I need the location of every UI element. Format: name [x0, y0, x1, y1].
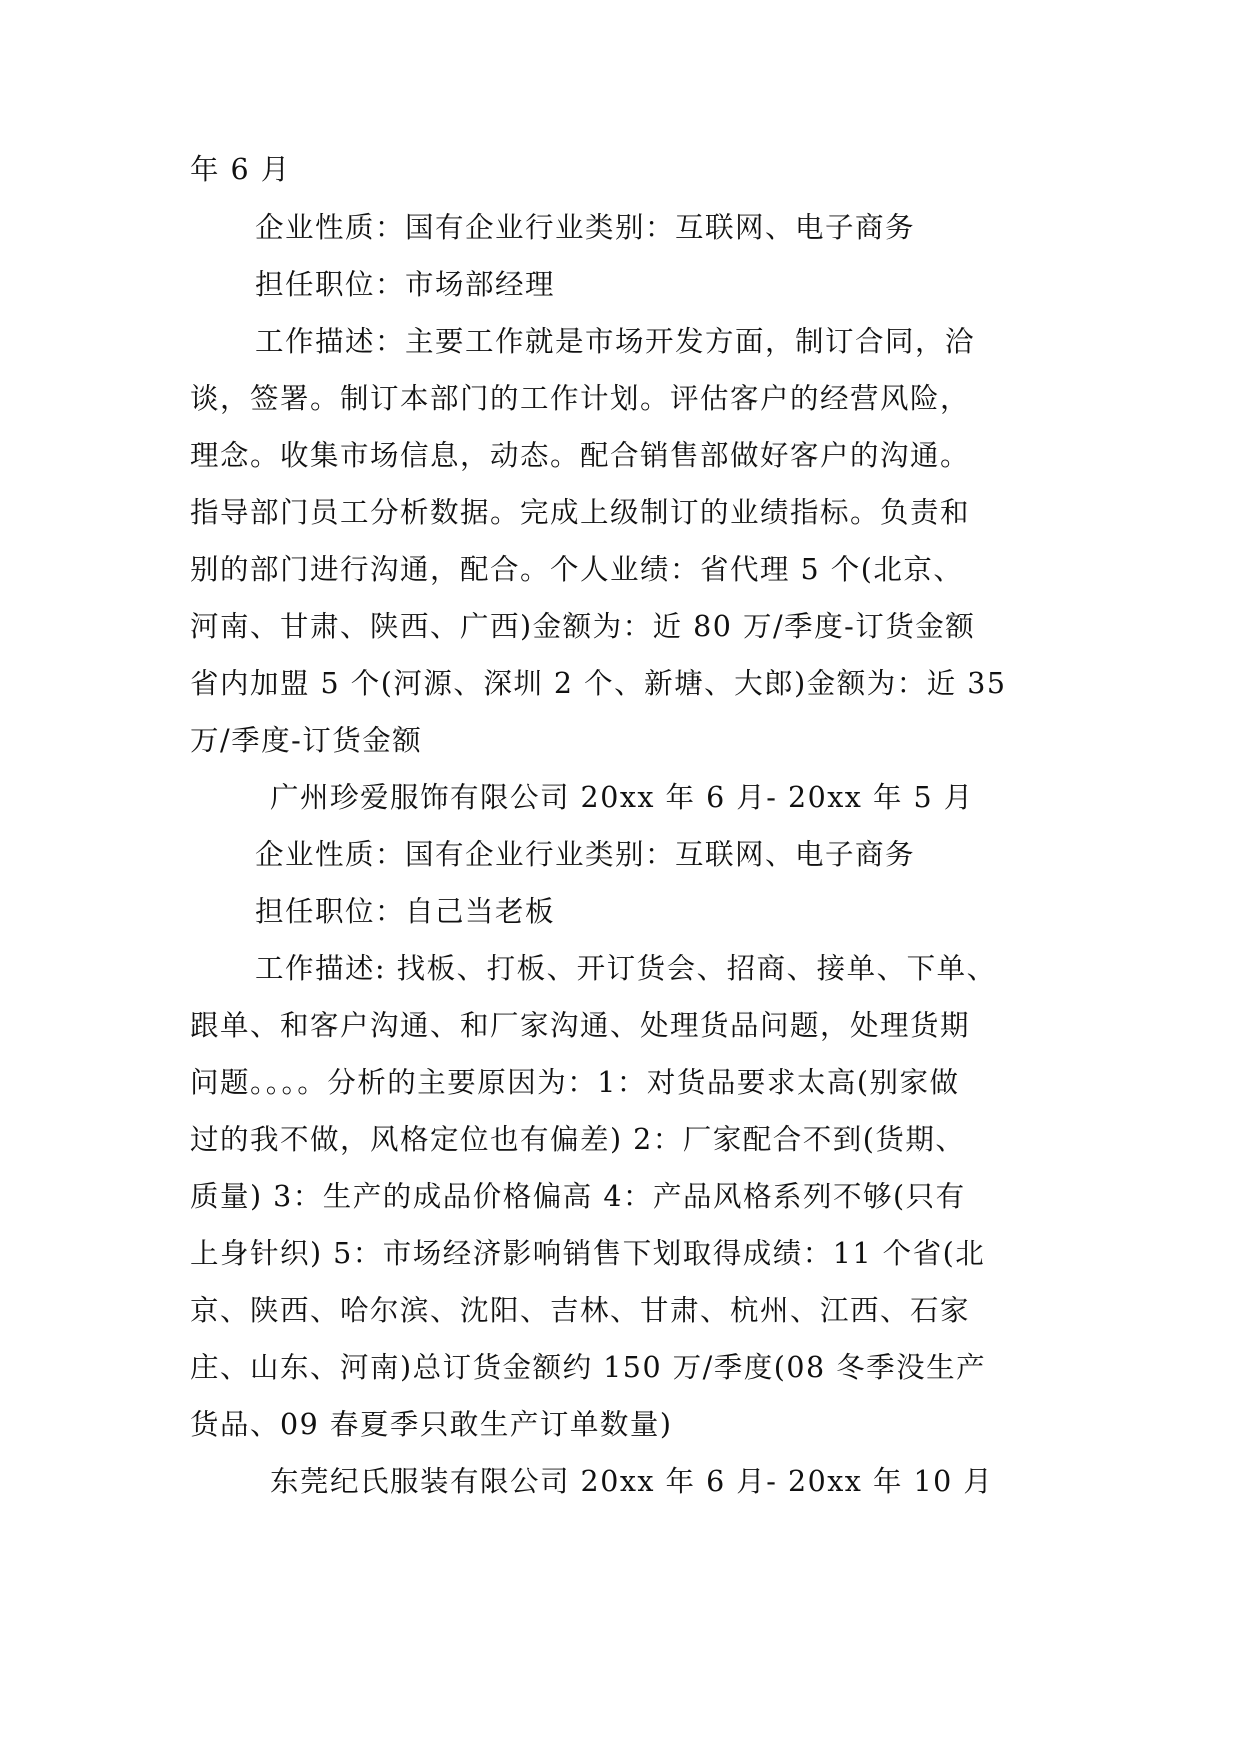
text-line: 企业性质：国有企业行业类别：互联网、电子商务 — [255, 211, 916, 244]
text-line: 河南、甘肃、陕西、广西)金额为：近 80 万/季度-订货金额 — [190, 610, 976, 643]
text-line: 庄、山东、河南)总订货金额约 150 万/季度(08 冬季没生产 — [190, 1351, 987, 1384]
text-line: 工作描述: 找板、打板、开订货会、招商、接单、下单、 — [255, 952, 997, 985]
text-line: 质量) 3：生产的成品价格偏高 4：产品风格系列不够(只有 — [190, 1180, 966, 1213]
text-line: 担任职位：市场部经理 — [255, 268, 556, 301]
text-line: 跟单、和客户沟通、和厂家沟通、处理货品问题，处理货期 — [190, 1009, 971, 1042]
text-line: 别的部门进行沟通，配合。个人业绩：省代理 5 个(北京、 — [190, 553, 964, 586]
text-line: 上身针织) 5：市场经济影响销售下划取得成绩：11 个省(北 — [190, 1237, 986, 1270]
text-line: 过的我不做，风格定位也有偏差) 2：厂家配合不到(货期、 — [190, 1123, 966, 1156]
text-line: 企业性质：国有企业行业类别：互联网、电子商务 — [255, 838, 916, 871]
text-line: 担任职位：自己当老板 — [255, 895, 556, 928]
text-line: 货品、09 春夏季只敢生产订单数量) — [190, 1408, 673, 1441]
company-heading: 东莞纪氏服装有限公司 20xx 年 6 月- 20xx 年 10 月 — [270, 1465, 994, 1498]
company-heading: 广州珍爱服饰有限公司 20xx 年 6 月- 20xx 年 5 月 — [270, 781, 974, 814]
text-line: 指导部门员工分析数据。完成上级制订的业绩指标。负责和 — [190, 496, 971, 529]
text-line: 省内加盟 5 个(河源、深圳 2 个、新塘、大郎)金额为：近 35 — [190, 667, 1007, 700]
text-line: 年 6 月 — [190, 153, 291, 186]
text-line: 理念。收集市场信息，动态。配合销售部做好客户的沟通。 — [190, 439, 971, 472]
text-line: 工作描述：主要工作就是市场开发方面，制订合同，洽 — [255, 325, 976, 358]
text-line: 谈，签署。制订本部门的工作计划。评估客户的经营风险， — [190, 382, 971, 415]
text-line: 京、陕西、哈尔滨、沈阳、吉林、甘肃、杭州、江西、石家 — [190, 1294, 971, 1327]
text-line: 万/季度-订货金额 — [190, 724, 423, 757]
text-line: 问题。。。。分析的主要原因为：1：对货品要求太高(别家做 — [190, 1066, 960, 1099]
